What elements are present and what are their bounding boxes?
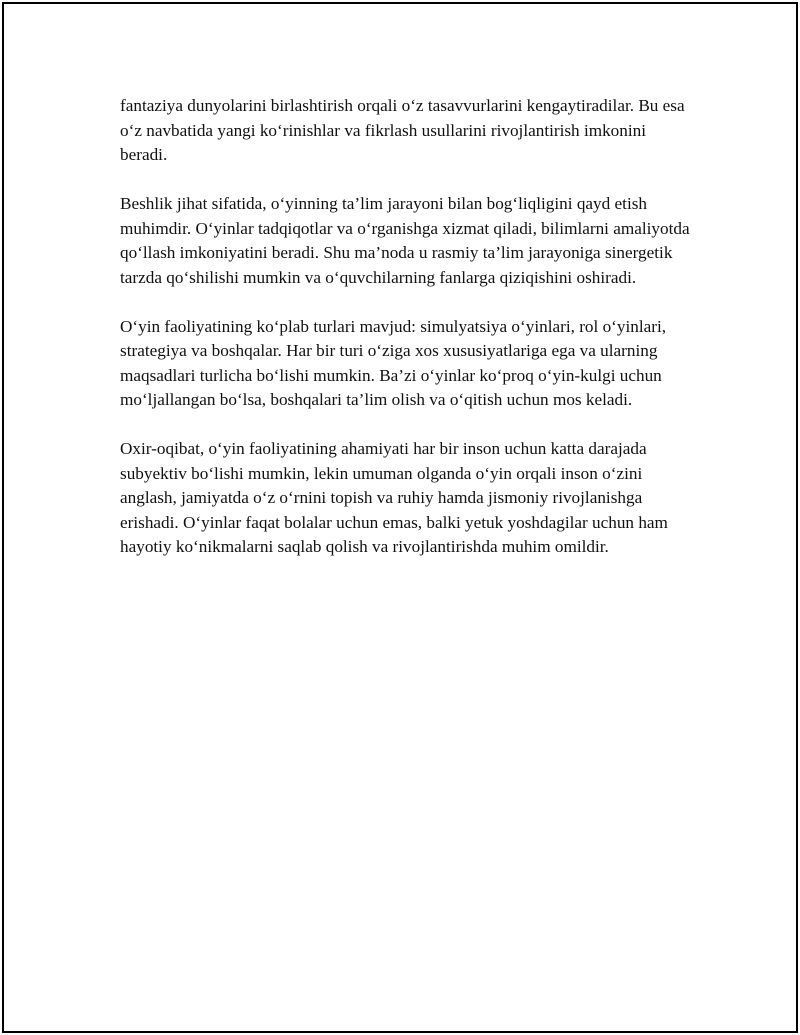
paragraph-3: O‘yin faoliyatining ko‘plab turlari mavjud: simulyatsiya o‘yinlari, rol o‘yinlari, strategiya va boshqalar. Har bir turi o‘ziga xos xususiyatlariga ega va ularning maqsadlari turlicha bo‘lishi mumkin. Ba’zi o‘yinlar ko‘proq o‘yin-kulgi uchun mo‘ljallangan bo‘lsa, boshqalari ta’lim olish va o‘qitish uchun mos keladi. <box>120 316 667 409</box>
paragraph-2: Beshlik jihat sifatida, o‘yinning ta’lim jarayoni bilan bog‘liqligini qayd etish muhimdir. O‘yinlar tadqiqotlar va o‘rganishga xizmat qiladi, bilimlarni amaliyotda qo‘llash imkoniyatini beradi. Shu ma’noda u rasmiy ta’lim jarayoniga sinergetik tarzda qo‘shilishi mumkin va o‘quvchilarning fanlarga qiziqishini oshiradi. <box>120 194 690 287</box>
document-body <box>120 94 695 584</box>
document-page <box>2 2 798 1033</box>
paragraph-1: fantaziya dunyolarini birlashtirish orqali o‘z tasavvurlarini kengaytiradilar. Bu esa o‘z navbatida yangi ko‘rinishlar va fikrlash usullarini rivojlantirish imkonini beradi. <box>120 96 685 164</box>
paragraph-4: Oxir-oqibat, o‘yin faoliyatining ahamiyati har bir inson uchun katta darajada subyektiv bo‘lishi mumkin, lekin umuman olganda o‘yin orqali inson o‘zini anglash, jamiyatda o‘z o‘rnini topish va ruhiy hamda jismoniy rivojlanishga erishadi. O‘yinlar faqat bolalar uchun emas, balki yetuk yoshdagilar uchun ham hayotiy ko‘nikmalarni saqlab qolish va rivojlantirishda muhim omildir. <box>120 439 668 556</box>
